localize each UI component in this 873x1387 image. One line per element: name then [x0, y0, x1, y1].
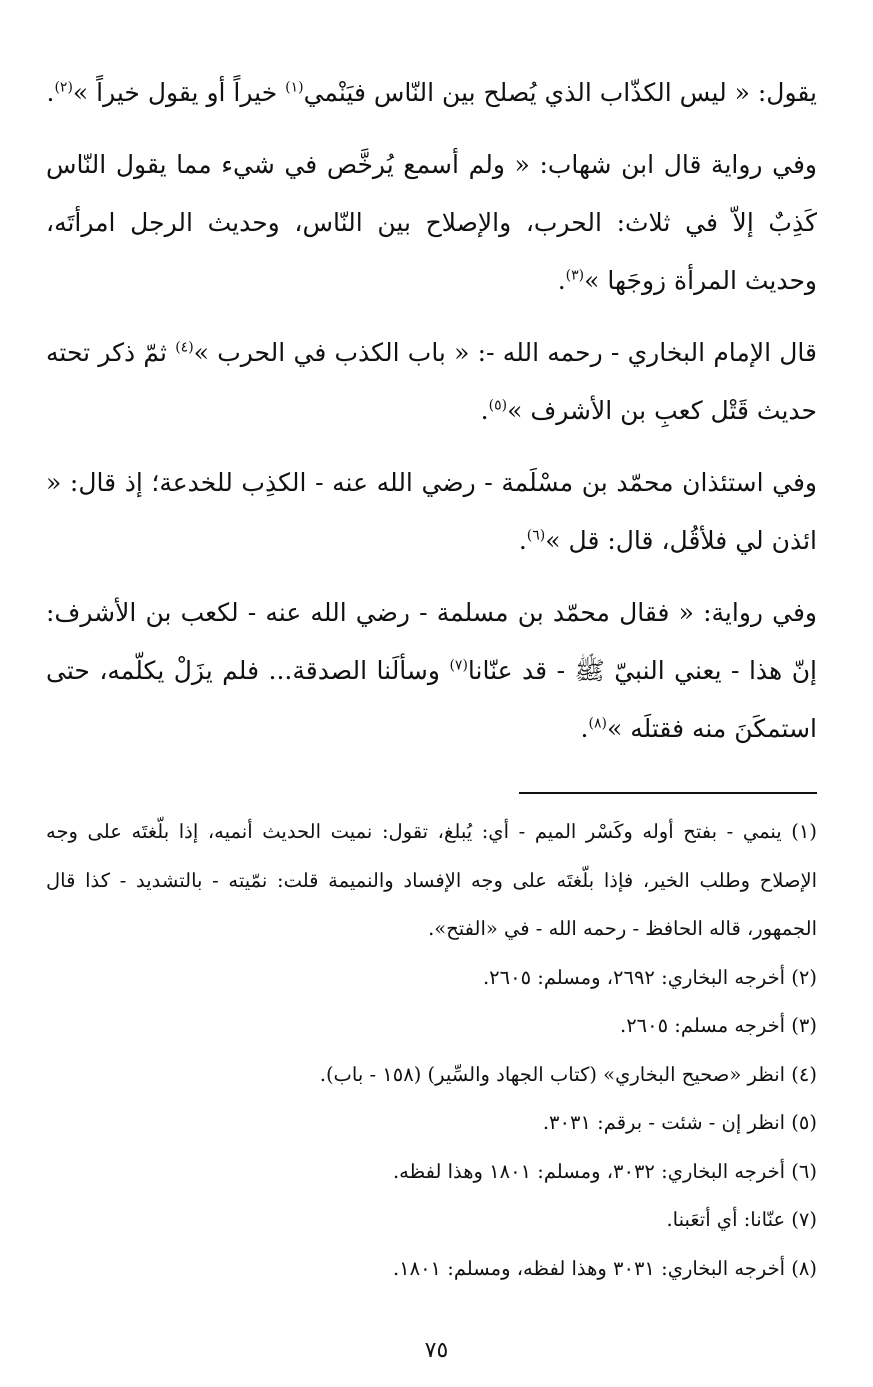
footnote-ref[interactable]: (٦): [526, 527, 546, 544]
footnote-text: عنّانا: أي أتعَبنا.: [666, 1208, 786, 1231]
footnote-text: ينمي - بفتح أوله وكَسْر الميم - أي: يُبلغ، تقول: نميت الحديث أنميه، إذا بلّغتَه على وجه الإصلاح وطلب الخير، فإذا بلّغتَه على وجه الإفساد والنميمة قلت: نمّيته - بالتشديد - كذا قال الجمهور، قاله الحافظ - رحمه الله - في «الفتح».: [46, 820, 817, 940]
footnote-ref[interactable]: (١): [285, 79, 304, 96]
footnote-number: (١): [791, 820, 817, 843]
paragraph-5: وفي رواية: « فقال محمّد بن مسلمة - رضي الله عنه - لكعب بن الأشرف: إنّ هذا - يعني النبيّ ﷺ - قد عنّانا$^{(٧)}$ وسألَنا الصدقة... فلم يزَلْ يكلّمه، حتى استمكَنَ منه فقتلَه »$^{(٨)}$.: [46, 598, 817, 743]
footnote-ref[interactable]: (٧): [449, 657, 468, 674]
footnote-ref[interactable]: (٢): [54, 79, 73, 96]
footnote-divider: [519, 792, 817, 794]
footnote-text: أخرجه مسلم: ٢٦٠٥.: [620, 1014, 786, 1037]
footnote-ref[interactable]: (٥): [488, 397, 508, 414]
paragraph-1: يقول: « ليس الكذّاب الذي يُصلح بين النّاس فيَنْمي$^{(١)}$ خيراً أو يقول خيراً »$^{(٢)}$.: [46, 78, 817, 107]
footnote-1: [46, 808, 817, 954]
footnote-text: انظر إن - شئت - برقم: ٣٠٣١.: [542, 1111, 786, 1134]
footnote-number: (٦): [791, 1159, 817, 1183]
footnote-6: [46, 1148, 817, 1197]
footnote-number: (٥): [791, 1111, 817, 1134]
footnote-number: (٧): [791, 1208, 817, 1231]
paragraph-4: وفي استئذان محمّد بن مسْلَمة - رضي الله عنه - الكذِب للخدعة؛ إذ قال: « ائذن لي فلأقُل، قال: قل »$^{(٦)}$.: [46, 468, 817, 555]
footnote-4: [46, 1051, 817, 1100]
page-number: ٧٥: [424, 1338, 449, 1363]
footnote-number: (٤): [791, 1062, 817, 1086]
footnote-5: [46, 1099, 817, 1148]
footnote-ref[interactable]: (٤): [175, 339, 194, 356]
footnote-7: [46, 1196, 817, 1245]
footnote-ref[interactable]: (٣): [565, 267, 585, 284]
footnote-text: أخرجه البخاري: ٣٠٣١ وهذا لفظه، ومسلم: ١٨٠١.: [392, 1256, 786, 1280]
footnote-number: (٣): [791, 1014, 817, 1037]
footnote-text: انظر «صحيح البخاري» (كتاب الجهاد والسِّير) (١٥٨ - باب).: [319, 1062, 786, 1086]
paragraph-2: وفي رواية قال ابن شهاب: « ولم أسمع يُرخَّص في شيء مما يقول النّاس كَذِبٌ إلاّ في ثلاث: الحرب، والإصلاح بين النّاس، وحديث الرجل امرأتَه، وحديث المرأة زوجَها »$^{(٣)}$.: [46, 150, 817, 295]
footnote-number: (٢): [791, 965, 817, 989]
footnote-ref[interactable]: (٨): [588, 715, 607, 732]
footnote-text: أخرجه البخاري: ٢٦٩٢، ومسلم: ٢٦٠٥.: [482, 965, 786, 989]
footnote-3: [46, 1002, 817, 1051]
footnote-text: أخرجه البخاري: ٣٠٣٢، ومسلم: ١٨٠١ وهذا لفظه.: [392, 1159, 786, 1183]
footnote-number: (٨): [791, 1256, 817, 1280]
footnotes: [46, 808, 817, 1293]
paragraph-3: قال الإمام البخاري - رحمه الله -: « باب الكذب في الحرب »$^{(٤)}$ ثمّ ذكر تحته حديث قَتْل كعبِ بن الأشرف »$^{(٥)}$.: [46, 338, 817, 425]
footnote-2: [46, 954, 817, 1003]
footnote-8: [46, 1245, 817, 1294]
